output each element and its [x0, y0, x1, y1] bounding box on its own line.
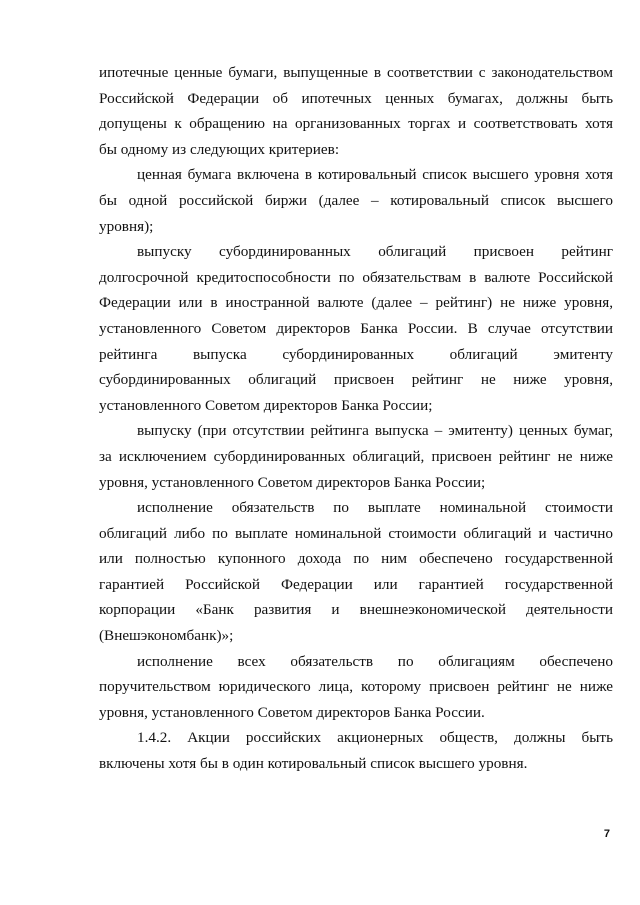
text-line: облигаций либо по выплате номинальной стоимости облигаций и частично	[99, 524, 613, 542]
paragraph-issuer-rating	[99, 418, 613, 495]
text-line: ценная бумага включена в котировальный список высшего уровня хотя	[137, 166, 613, 184]
text-line: рейтинга выпуска субординированных облигаций эмитенту	[99, 345, 613, 363]
text-line: допущены к обращению на организованных торгах и соответствовать хотя	[99, 115, 613, 133]
document-body	[99, 60, 613, 777]
text-line: поручительством юридического лица, которому присвоен рейтинг не ниже	[99, 678, 613, 696]
text-line: Федерации или в иностранной валюте (далее – рейтинг) не ниже уровня,	[99, 294, 613, 312]
text-line: Российской Федерации об ипотечных ценных бумагах, должны быть	[99, 89, 613, 107]
paragraph-section-1-4-2	[99, 725, 613, 776]
text-line: бы одной российской биржи (далее – котировальный список высшего	[99, 191, 613, 209]
text-line: 1.4.2. Акции российских акционерных обществ, должны быть	[137, 729, 613, 747]
paragraph-subordinated-bonds-rating	[99, 239, 613, 418]
text-line: гарантией Российской Федерации или гарантией государственной	[99, 575, 613, 593]
text-line: выпуску субординированных облигаций присвоен рейтинг	[137, 243, 613, 261]
text-line: за исключением субординированных облигаций, присвоен рейтинг не ниже	[99, 447, 613, 465]
text-line: исполнение всех обязательств по облигациям обеспечено	[137, 652, 613, 670]
paragraph-state-guarantee	[99, 495, 613, 649]
text-line: корпорации «Банк развития и внешнеэкономической деятельности	[99, 601, 613, 619]
text-line: уровня);	[99, 217, 154, 235]
text-line: долгосрочной кредитоспособности по обязательствам в валюте Российской	[99, 268, 613, 286]
paragraph-mortgage-securities	[99, 60, 613, 162]
text-line: установленного Советом директоров Банка России;	[99, 396, 433, 414]
text-line: бы одному из следующих критериев:	[99, 140, 340, 158]
text-line: уровня, установленного Советом директоров Банка России;	[99, 473, 486, 491]
text-line: уровня, установленного Советом директоров Банка России.	[99, 703, 485, 721]
text-line: или полностью купонного дохода по ним обеспечено государственной	[99, 550, 613, 568]
text-line: выпуску (при отсутствии рейтинга выпуска – эмитенту) ценных бумаг,	[137, 422, 613, 440]
text-line: (Внешэкономбанк)»;	[99, 627, 234, 645]
text-line: установленного Советом директоров Банка России. В случае отсутствии	[99, 319, 613, 337]
page-number: 7	[603, 828, 610, 840]
text-line: ипотечные ценные бумаги, выпущенные в соответствии с законодательством	[99, 64, 613, 81]
text-line: включены хотя бы в один котировальный список высшего уровня.	[99, 755, 528, 773]
text-line: субординированных облигаций присвоен рейтинг не ниже уровня,	[99, 371, 613, 389]
paragraph-surety	[99, 649, 613, 726]
text-line: исполнение обязательств по выплате номинальной стоимости	[137, 499, 613, 517]
paragraph-quotation-list	[99, 162, 613, 239]
